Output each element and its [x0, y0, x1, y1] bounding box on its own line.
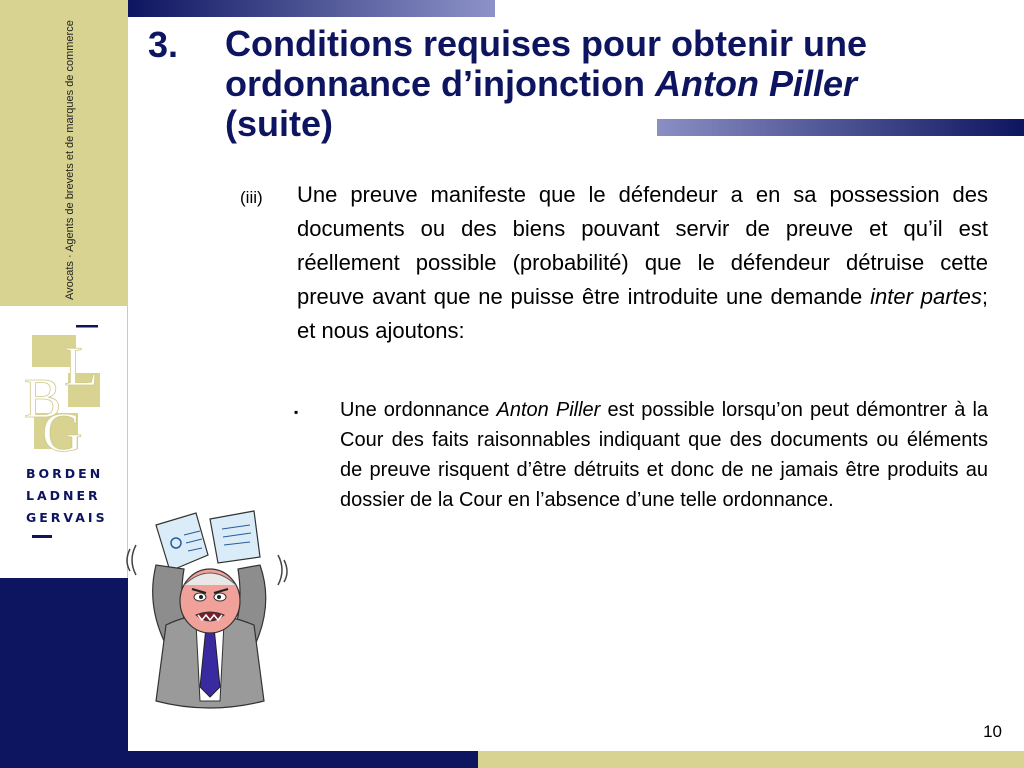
page-title — [225, 24, 965, 144]
sidebar-bottom-panel — [0, 578, 128, 768]
svg-text:G: G — [42, 402, 83, 455]
item-label: (iii) — [240, 188, 263, 207]
logo-word-borden: BORDEN — [26, 466, 104, 481]
logo-word-ladner: LADNER — [26, 488, 101, 503]
bottom-navy-bar — [128, 751, 478, 768]
sidebar-tagline: Avocats · Agents de brevets et de marques de commerce — [64, 20, 76, 300]
title-number: 3. — [148, 24, 179, 65]
svg-text:L: L — [64, 336, 99, 398]
blg-logo-icon — [24, 325, 104, 455]
logo-underline — [32, 535, 52, 538]
title-italic-name: Anton Piller — [654, 63, 857, 104]
bullet-paragraph — [340, 395, 988, 515]
bullet-text-italic: Anton Piller — [496, 399, 601, 421]
item-text-italic: inter partes — [870, 284, 982, 309]
title-line-2-text: ordonnance d’injonction — [225, 63, 655, 104]
page-number: 10 — [983, 722, 1002, 741]
title-line-3: (suite) — [225, 103, 333, 144]
bottom-olive-bar — [478, 751, 1024, 768]
logo-word-gervais: GERVAIS — [26, 510, 108, 525]
title-line-1: Conditions requises pour obtenir une — [225, 23, 868, 64]
bullet-text-end: est possible lorsqu’on peut démontrer à la Cour des faits raisonnables indiquant que des documents ou éléments de preuve risquent d’être détruits et donc de ne jamais être produits au dossier de la Cour en l’absence d’une telle ordonnance. — [340, 399, 989, 511]
svg-text:B: B — [24, 368, 62, 430]
angry-man-tearing-documents-icon — [126, 505, 296, 710]
item-text-main: Une preuve manifeste que le défendeur a en sa possession des documents ou des biens pouvant servir de preuve et qu’il est réellement possible (probabilité) que le défendeur détruise cette preuve avant que ne puisse être introduite une demande — [297, 182, 988, 309]
item-paragraph — [297, 178, 988, 348]
item-text-end: ; et nous ajoutons: — [297, 284, 988, 343]
title-line-2 — [225, 64, 965, 104]
top-decorative-bar — [128, 0, 495, 17]
bullet-text-start: Une ordonnance — [340, 399, 497, 421]
bullet-marker: ▪ — [294, 405, 299, 419]
